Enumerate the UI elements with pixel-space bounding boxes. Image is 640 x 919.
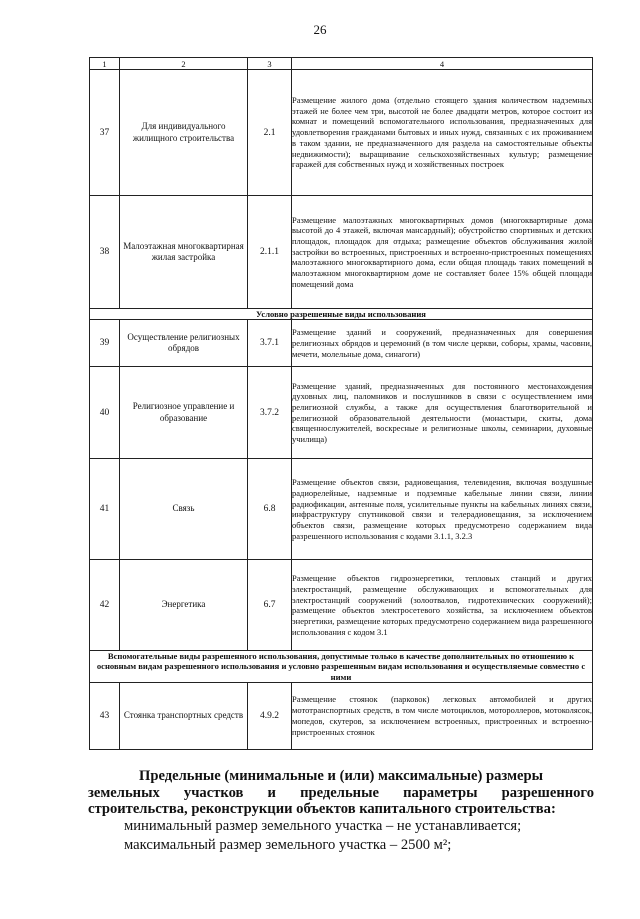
use-description: Размещение стоянок (парковок) легковых автомобилей и других мототранспортных средств, в том числе мотоциклов, мотороллеров, мотоколясок, мопедов, скутеров, за исключением встроенных, пристроенных и встроенно-пристроенных стоянок [292,682,593,749]
table-row [90,560,593,651]
section-title [88,768,594,818]
page-number: 26 [313,22,327,37]
min-size-line: минимальный размер земельного участка – не устанавливается; [124,818,522,834]
use-name: Для индивидуального жилищного строительства [120,70,248,196]
use-description: Размещение зданий, предназначенных для постоянного местонахождения духовных лиц, паломников и послушников в связи с осуществлением ими религиозной службы, а также для осуществления благотворительной и религиозной образовательной деятельности (монастыри, скиты, дома священнослужителей, воскресные и религиозные школы, семинарии, духовные училища) [292,367,593,459]
row-number: 43 [90,682,120,749]
use-code: 4.9.2 [248,682,292,749]
table-row [90,70,593,196]
column-header: 1 [90,58,120,70]
table-row [90,682,593,749]
row-number: 42 [90,560,120,651]
table-row [90,459,593,560]
column-header: 3 [248,58,292,70]
use-name: Религиозное управление и образование [120,367,248,459]
table-row [90,367,593,459]
table-row [90,320,593,367]
column-header: 2 [120,58,248,70]
row-number: 39 [90,320,120,367]
table-row [90,196,593,309]
use-name: Стоянка транспортных средств [120,682,248,749]
use-name: Осуществление религиозных обрядов [120,320,248,367]
use-description: Размещение малоэтажных многоквартирных домов (многоквартирные дома высотой до 4 этажей, включая мансардный); обустройство спортивных и детских площадок, площадок для отдыха; размещение объектов обслуживания жилой застройки во встроенных, пристроенных и встроенно-пристроенных помещениях малоэтажного многоквартирного дома, если общая площадь таких помещений в малоэтажном многоквартирном доме не составляет более 15% общей площади помещений дома [292,196,593,309]
land-use-table [89,57,593,750]
row-number: 41 [90,459,120,560]
row-number: 38 [90,196,120,309]
use-code: 3.7.2 [248,367,292,459]
use-description: Размещение жилого дома (отдельно стоящего здания количеством надземных этажей не более чем три, высотой не более двадцати метров, которое состоит из комнат и помещений вспомогательного использования, предназначенных для удовлетворения гражданами бытовых и иных нужд, связанных с их проживанием в таком здании, не предназначенного для раздела на самостоятельные объекты недвижимости); выращивание сельскохозяйственных культур; размещение гаражей для собственных нужд и хозяйственных построек [292,70,593,196]
section-heading: Условно разрешенные виды использования [90,309,593,320]
use-name: Связь [120,459,248,560]
max-size-line: максимальный размер земельного участка – 2500 м²; [124,837,452,853]
use-description: Размещение объектов гидроэнергетики, тепловых станций и других электростанций, размещение обслуживающих и вспомогательных для электростанций сооружений (золоотвалов, гидротехнических сооружений); размещение объектов электросетевого хозяйства, за исключением объектов энергетики, размещение которых предусмотрено содержанием вида разрешенного использования с кодом 3.1 [292,560,593,651]
section-row-conditional [90,309,593,320]
use-description: Размещение зданий и сооружений, предназначенных для совершения религиозных обрядов и церемоний (в том числе церкви, соборы, храмы, часовни, мечети, молельные дома, синагоги) [292,320,593,367]
use-name: Энергетика [120,560,248,651]
use-code: 2.1.1 [248,196,292,309]
section-title-line: Предельные (минимальные и (или) максимальные) размеры [138,768,544,784]
section-row-auxiliary [90,651,593,683]
table-header-row [90,58,593,70]
section-title-line: земельных участков и предельные параметры разрешенного [88,784,594,801]
use-code: 2.1 [248,70,292,196]
use-name: Малоэтажная многоквартирная жилая застройка [120,196,248,309]
use-code: 3.7.1 [248,320,292,367]
section-heading: Вспомогательные виды разрешенного использования, допустимые только в качестве дополнительных по отношению к основным видам разрешенного использования и условно разрешенным видам использования и осуществляемые совместно с ними [90,651,593,683]
row-number: 37 [90,70,120,196]
use-description: Размещение объектов связи, радиовещания, телевидения, включая воздушные радиорелейные, надземные и подземные кабельные линии связи, линии радиофикации, антенные поля, усилительные пункты на кабельных линиях связи, инфраструктуру спутниковой связи и телерадиовещания, за исключением объектов связи, размещение которых предусмотрено содержанием вида разрешенного использования с кодами 3.1.1, 3.2.3 [292,459,593,560]
row-number: 40 [90,367,120,459]
use-code: 6.7 [248,560,292,651]
section-title-line: строительства, реконструкции объектов капитального строительства: [88,801,556,817]
use-code: 6.8 [248,459,292,560]
column-header: 4 [292,58,593,70]
